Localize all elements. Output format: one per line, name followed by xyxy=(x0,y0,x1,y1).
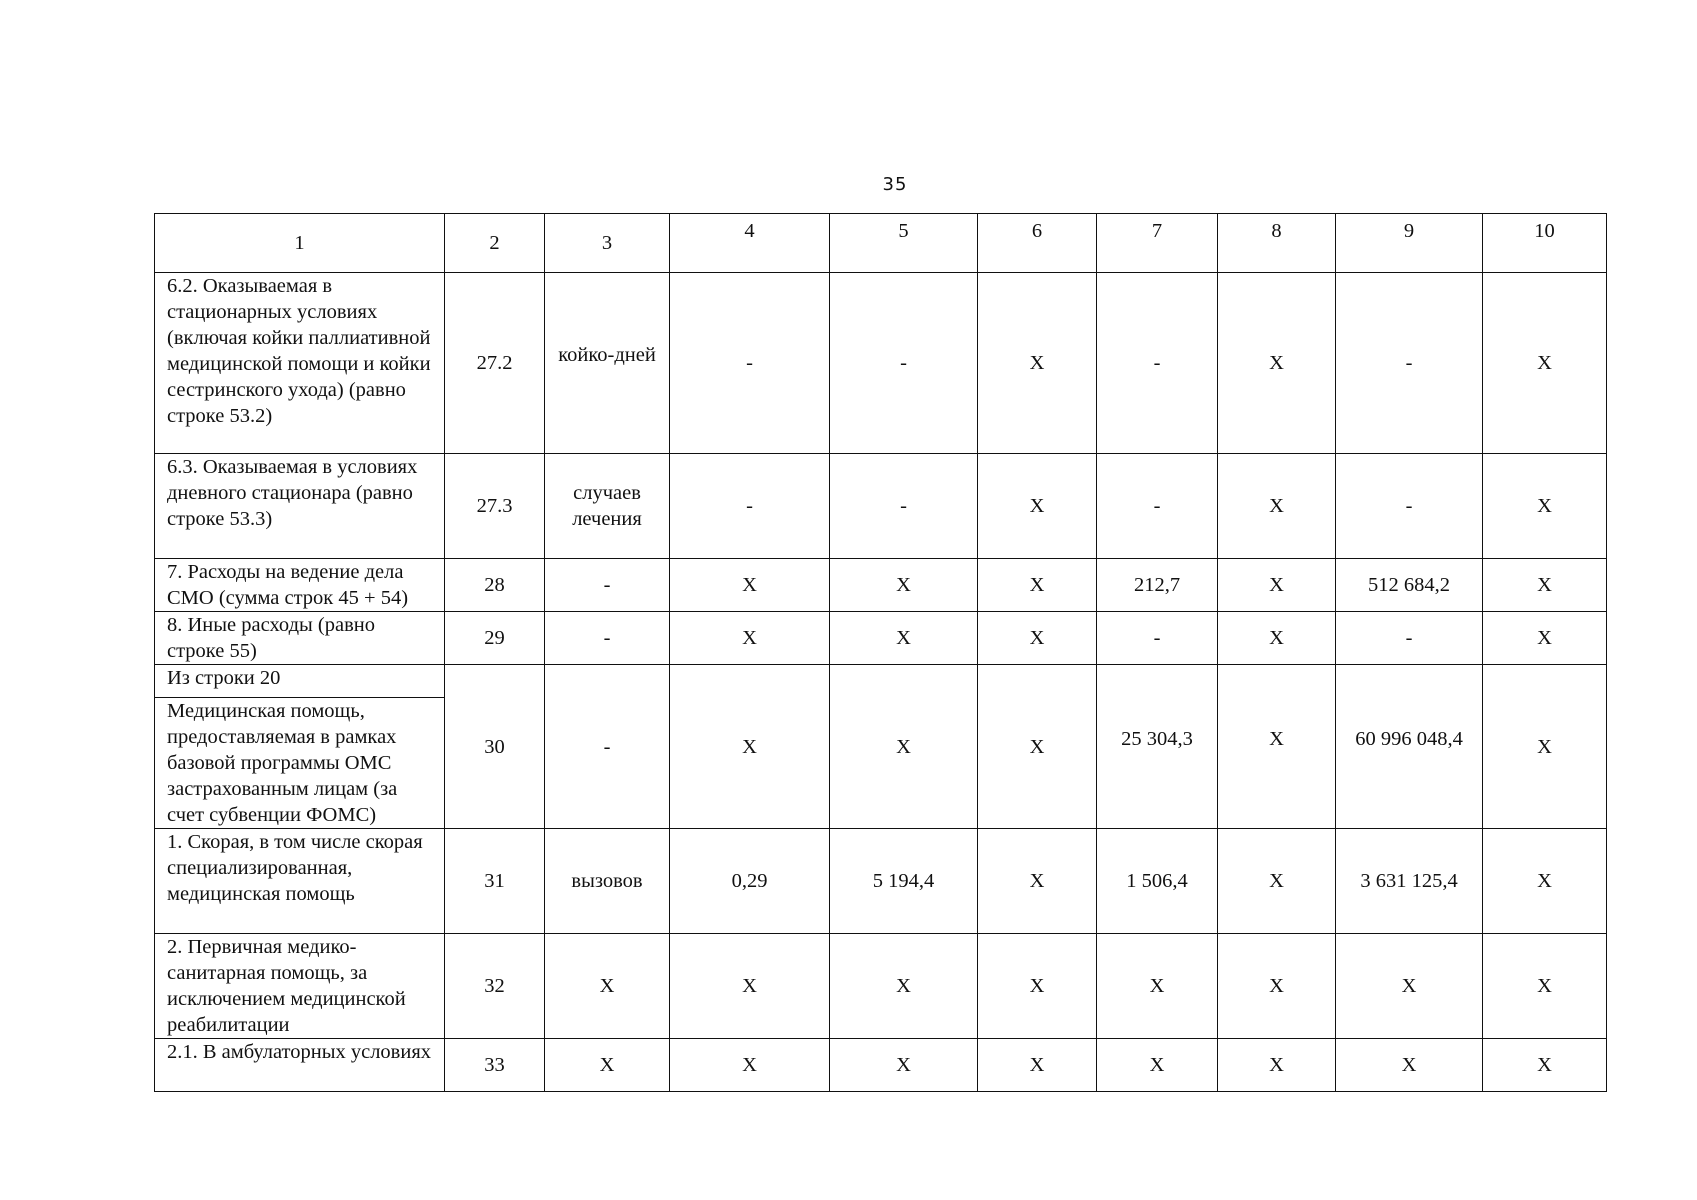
table-cell: Х xyxy=(1483,454,1607,559)
page-number: 35 xyxy=(882,174,908,195)
row-description: 6.3. Оказываемая в условиях дневного стационара (равно строке 53.3) xyxy=(155,454,445,559)
table-cell: - xyxy=(670,273,830,454)
table-cell: - xyxy=(1336,454,1483,559)
table-cell: - xyxy=(670,454,830,559)
table-cell: 33 xyxy=(445,1039,545,1092)
table-cell: Х xyxy=(830,612,978,665)
table-cell: Х xyxy=(1097,934,1218,1039)
table-cell: случаев лечения xyxy=(545,454,670,559)
table-cell: Х xyxy=(545,1039,670,1092)
column-header: 8 xyxy=(1218,214,1336,273)
table-row xyxy=(155,454,1607,559)
table-cell: - xyxy=(830,454,978,559)
column-header: 4 xyxy=(670,214,830,273)
table-cell: Х xyxy=(978,273,1097,454)
table-cell: Х xyxy=(830,665,978,829)
column-header: 3 xyxy=(545,214,670,273)
table-cell: Х xyxy=(670,1039,830,1092)
table-cell: Х xyxy=(1483,1039,1607,1092)
table-cell: Х xyxy=(978,612,1097,665)
table-cell: 212,7 xyxy=(1097,559,1218,612)
table-cell: Х xyxy=(1483,612,1607,665)
table-cell: - xyxy=(545,612,670,665)
table-cell: Х xyxy=(1218,829,1336,934)
table-row xyxy=(155,1039,1607,1092)
table-cell: 27.2 xyxy=(445,273,545,454)
table-cell: 3 631 125,4 xyxy=(1336,829,1483,934)
table-cell: Х xyxy=(978,1039,1097,1092)
table-cell: Х xyxy=(1218,934,1336,1039)
table-header-row xyxy=(155,214,1607,273)
table-cell: Х xyxy=(670,612,830,665)
table-cell: 5 194,4 xyxy=(830,829,978,934)
table-cell: - xyxy=(545,559,670,612)
table-cell: Х xyxy=(1483,559,1607,612)
table-row xyxy=(155,665,1607,698)
row-description: 7. Расходы на ведение дела СМО (сумма строк 45 + 54) xyxy=(155,559,445,612)
column-header: 10 xyxy=(1483,214,1607,273)
table-cell: Х xyxy=(1483,829,1607,934)
table-row xyxy=(155,612,1607,665)
table-cell: Х xyxy=(670,559,830,612)
table-cell: вызовов xyxy=(545,829,670,934)
table-cell: 27.3 xyxy=(445,454,545,559)
table-cell: Х xyxy=(1097,1039,1218,1092)
table-cell: 28 xyxy=(445,559,545,612)
table-cell: - xyxy=(1097,454,1218,559)
table-cell: 31 xyxy=(445,829,545,934)
table-cell: Х xyxy=(1218,612,1336,665)
table-cell: - xyxy=(1097,273,1218,454)
table-cell: Х xyxy=(1483,665,1607,829)
table-cell: - xyxy=(545,665,670,829)
table-cell: Х xyxy=(1336,1039,1483,1092)
table-cell: 1 506,4 xyxy=(1097,829,1218,934)
table-row xyxy=(155,559,1607,612)
row-description: 8. Иные расходы (равно строке 55) xyxy=(155,612,445,665)
column-header: 1 xyxy=(155,214,445,273)
column-header: 6 xyxy=(978,214,1097,273)
table-cell: койко-дней xyxy=(545,273,670,454)
column-header: 5 xyxy=(830,214,978,273)
table-cell: - xyxy=(830,273,978,454)
table-cell: Х xyxy=(978,559,1097,612)
table-cell: Х xyxy=(670,934,830,1039)
table-row xyxy=(155,273,1607,454)
column-header: 7 xyxy=(1097,214,1218,273)
table-cell: Х xyxy=(830,934,978,1039)
table-cell: Х xyxy=(1218,559,1336,612)
table-cell: Х xyxy=(1218,1039,1336,1092)
row-description: 2.1. В амбулаторных условиях xyxy=(155,1039,445,1092)
table-row xyxy=(155,829,1607,934)
table-cell: - xyxy=(1097,612,1218,665)
data-table xyxy=(154,213,1607,1092)
row-description: 2. Первичная медико-санитарная помощь, за исключением медицинской реабилитации xyxy=(155,934,445,1039)
column-header: 2 xyxy=(445,214,545,273)
table-cell: - xyxy=(1336,612,1483,665)
table-cell: Х xyxy=(1218,273,1336,454)
row-description: Из строки 20 xyxy=(155,665,445,698)
table-cell: Х xyxy=(978,829,1097,934)
table-cell: 60 996 048,4 xyxy=(1336,665,1483,829)
table-cell: Х xyxy=(1218,454,1336,559)
table-cell: Х xyxy=(978,665,1097,829)
table-cell: Х xyxy=(1483,934,1607,1039)
table-cell: Х xyxy=(978,934,1097,1039)
table-cell: Х xyxy=(1218,665,1336,829)
table-cell: Х xyxy=(1483,273,1607,454)
table-cell: Х xyxy=(830,559,978,612)
table-cell: Х xyxy=(978,454,1097,559)
table-cell: 0,29 xyxy=(670,829,830,934)
column-header: 9 xyxy=(1336,214,1483,273)
row-description: 1. Скорая, в том числе скорая специализированная, медицинская помощь xyxy=(155,829,445,934)
table-cell: Х xyxy=(830,1039,978,1092)
table-cell: Х xyxy=(1336,934,1483,1039)
table-cell: Х xyxy=(545,934,670,1039)
table-cell: - xyxy=(1336,273,1483,454)
row-description: 6.2. Оказываемая в стационарных условиях (включая койки паллиативной медицинской помощи и койки сестринского ухода) (равно строке 53.2) xyxy=(155,273,445,454)
table-cell: 512 684,2 xyxy=(1336,559,1483,612)
table-cell: Х xyxy=(670,665,830,829)
table-cell: 25 304,3 xyxy=(1097,665,1218,829)
table-row xyxy=(155,934,1607,1039)
table-cell: 32 xyxy=(445,934,545,1039)
row-description: Медицинская помощь, предоставляемая в рамках базовой программы ОМС застрахованным лицам (за счет субвенции ФОМС) xyxy=(155,698,445,829)
table-cell: 29 xyxy=(445,612,545,665)
table-cell: 30 xyxy=(445,665,545,829)
